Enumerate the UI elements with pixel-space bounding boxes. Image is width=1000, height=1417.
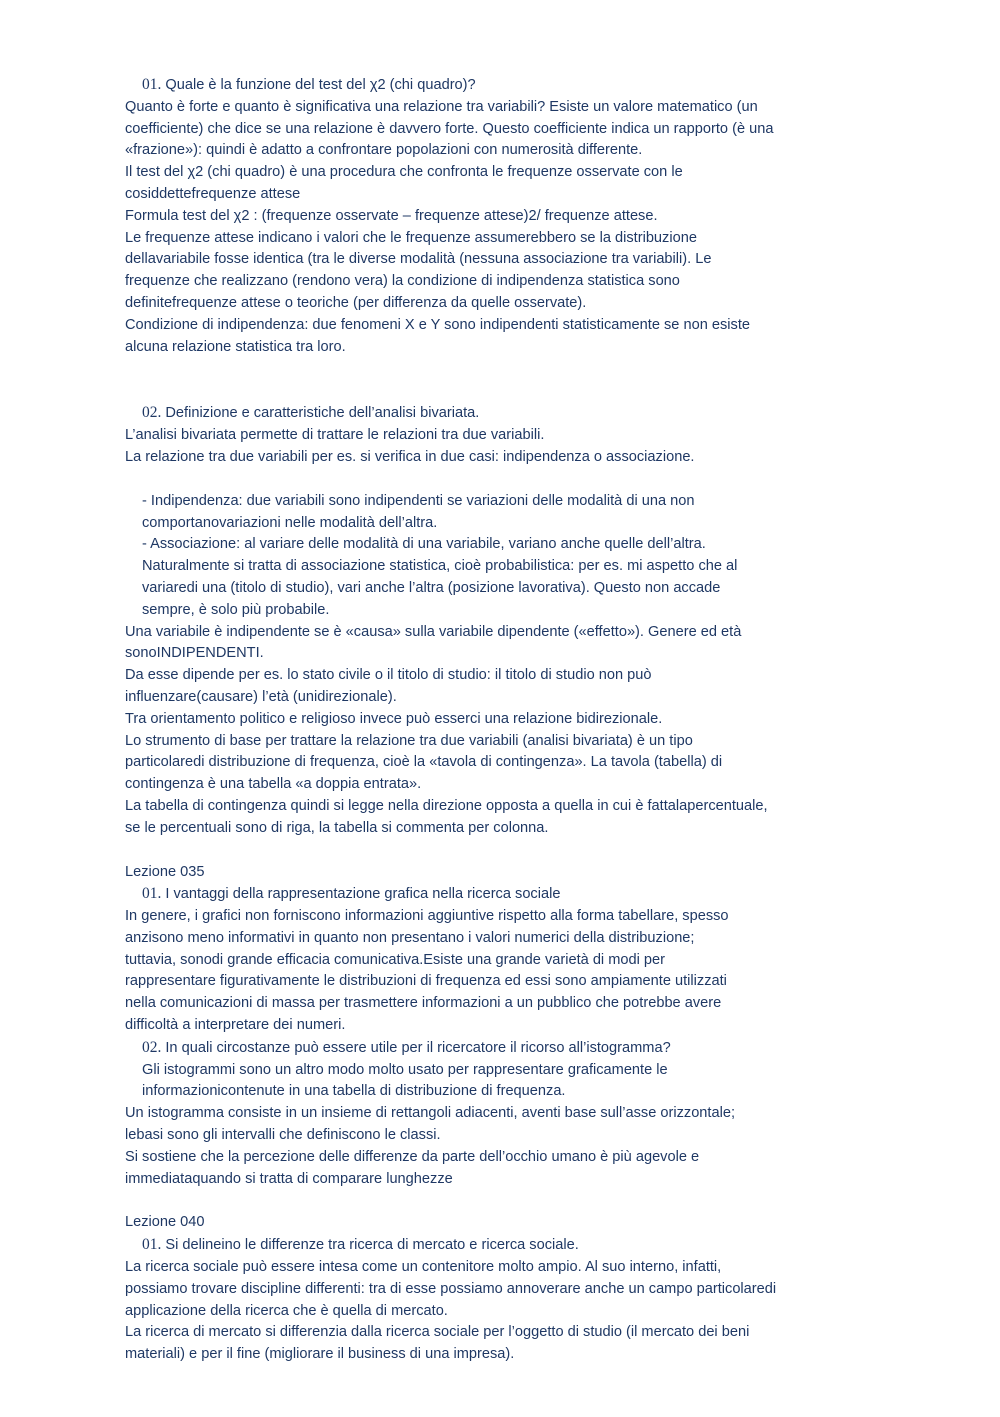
lesson-heading: Lezione 035 (125, 863, 205, 880)
text-line: L’analisi bivariata permette di trattare le relazioni tra due variabili. (125, 427, 545, 444)
text-line: anzisono meno informativi in quanto non presentano i valori numerici della distribuzione; (125, 929, 695, 946)
spacer (125, 469, 865, 491)
spacer (125, 358, 865, 402)
question-heading: 01. Quale è la funzione del test del χ2 (chi quadro)? (142, 76, 476, 93)
text-line: Le frequenze attese indicano i valori che le frequenze assumerebbero se la distribuzione (125, 229, 697, 246)
text-line: In genere, i grafici non forniscono informazioni aggiuntive rispetto alla forma tabellare, spesso (125, 908, 729, 925)
list-line: sempre, è solo più probabile. (142, 601, 330, 618)
text-line: definitefrequenze attese o teoriche (per differenza da quelle osservate). (125, 294, 587, 311)
text-line: frequenze che realizzano (rendono vera) la condizione di indipendenza statistica sono (125, 273, 680, 290)
text-line: rappresentare figurativamente le distribuzioni di frequenza ed essi sono ampiamente utilizzati (125, 973, 727, 990)
document-body (125, 74, 865, 1366)
text-line: Quanto è forte e quanto è significativa una relazione tra variabili? Esiste un valore matematico (un (125, 98, 758, 115)
text-line: tuttavia, sonodi grande efficacia comunicativa.Esiste una grande varietà di modi per (125, 951, 666, 968)
question-heading: 01. Si delineino le differenze tra ricerca di mercato e ricerca sociale. (142, 1236, 579, 1254)
list-line: Naturalmente si tratta di associazione statistica, cioè probabilistica: per es. mi aspetto che al (142, 558, 738, 575)
text-line: La tabella di contingenza quindi si legge nella direzione opposta a quella in cui è fattalapercentuale, (125, 797, 768, 814)
text-line: applicazione della ricerca che è quella di mercato. (125, 1302, 448, 1319)
text-line: difficoltà a interpretare dei numeri. (125, 1017, 346, 1034)
text-line: La ricerca di mercato si differenzia dalla ricerca sociale per l’oggetto di studio (il mercato dei beni (125, 1324, 750, 1341)
text-line: nella comunicazioni di massa per trasmettere informazioni a un pubblico che potrebbe avere (125, 995, 722, 1012)
text-line: sonoINDIPENDENTI. (125, 645, 264, 662)
text-line: Da esse dipende per es. lo stato civile o il titolo di studio: il titolo di studio non può (125, 667, 652, 684)
text-line: Il test del χ2 (chi quadro) è una procedura che confronta le frequenze osservate con le (125, 164, 683, 181)
text-line: dellavariabile fosse identica (tra le diverse modalità (nessuna associazione tra variabili). Le (125, 251, 712, 268)
list-line: comportanovariazioni nelle modalità dell’altra. (142, 514, 438, 531)
text-line: influenzare(causare) l’età (unidirezionale). (125, 688, 397, 705)
spacer (125, 1190, 865, 1212)
text-line: se le percentuali sono di riga, la tabella si commenta per colonna. (125, 819, 549, 836)
text-line: cosiddettefrequenze attese (125, 185, 301, 202)
text-line: lebasi sono gli intervalli che definiscono le classi. (125, 1127, 441, 1144)
text-line: Condizione di indipendenza: due fenomeni X e Y sono indipendenti statisticamente se non esiste (125, 316, 750, 333)
text-line: La relazione tra due variabili per es. si verifica in due casi: indipendenza o associazione. (125, 448, 695, 465)
text-line: particolaredi distribuzione di frequenza, cioè la «tavola di contingenza». La tavola (tabella) di (125, 754, 723, 771)
text-line: Lo strumento di base per trattare la relazione tra due variabili (analisi bivariata) è un tipo (125, 732, 693, 749)
lesson-heading: Lezione 040 (125, 1214, 205, 1231)
text-line: contingenza è una tabella «a doppia entrata». (125, 776, 422, 793)
text-line: Formula test del χ2 : (frequenze osservate – frequenze attese)2/ frequenze attese. (125, 207, 658, 224)
text-line: Una variabile è indipendente se è «causa» sulla variabile dipendente («effetto»). Genere ed età (125, 623, 742, 640)
question-heading: 02. Definizione e caratteristiche dell’analisi bivariata. (142, 404, 480, 422)
list-line: - Indipendenza: due variabili sono indipendenti se variazioni delle modalità di una non (142, 492, 695, 509)
list-line: Gli istogrammi sono un altro modo molto usato per rappresentare graficamente le (142, 1061, 668, 1078)
text-line: materiali) e per il fine (migliorare il business di una impresa). (125, 1346, 515, 1363)
text-line: possiamo trovare discipline differenti: tra di esse possiamo annoverare anche un campo particolaredi (125, 1280, 777, 1297)
text-line: Tra orientamento politico e religioso invece può esserci una relazione bidirezionale. (125, 710, 663, 727)
text-line: coefficiente) che dice se una relazione è davvero forte. Questo coefficiente indica un rapporto (è una (125, 120, 774, 137)
text-line: Un istogramma consiste in un insieme di rettangoli adiacenti, aventi base sull’asse orizzontale; (125, 1105, 736, 1122)
question-heading: 02. In quali circostanze può essere utile per il ricercatore il ricorso all’istogramma? (142, 1038, 671, 1056)
text-line: alcuna relazione statistica tra loro. (125, 338, 346, 355)
question-heading: 01. I vantaggi della rappresentazione grafica nella ricerca sociale (142, 885, 561, 903)
list-line: informazionicontenute in una tabella di distribuzione di frequenza. (142, 1083, 566, 1100)
spacer (125, 840, 865, 862)
text-line: immediataquando si tratta di comparare lunghezze (125, 1170, 453, 1187)
text-line: «frazione»): quindi è adatto a confrontare popolazioni con numerosità differente. (125, 142, 643, 159)
list-line: - Associazione: al variare delle modalità di una variabile, variano anche quelle dell’altra. (142, 536, 706, 553)
text-line: Si sostiene che la percezione delle differenze da parte dell’occhio umano è più agevole e (125, 1148, 700, 1165)
text-line: La ricerca sociale può essere intesa come un contenitore molto ampio. Al suo interno, infatti, (125, 1259, 722, 1276)
list-line: variaredi una (titolo di studio), vari anche l’altra (posizione lavorativa). Questo non accade (142, 579, 721, 596)
